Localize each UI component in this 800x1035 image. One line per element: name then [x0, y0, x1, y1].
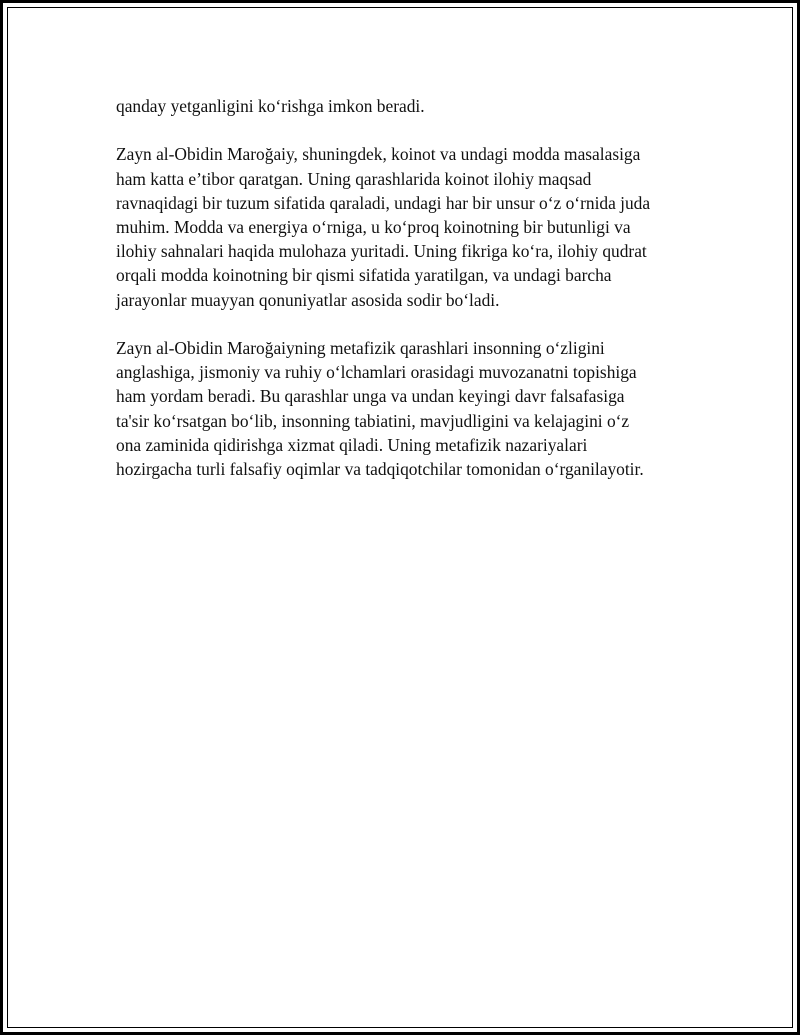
- document-body: [116, 94, 716, 505]
- text-line: jarayonlar muayyan qonuniyatlar asosida sodir bo‘ladi.: [116, 289, 500, 310]
- text-line: ravnaqidagi bir tuzum sifatida qaraladi, undagi har bir unsur o‘z o‘rnida juda: [116, 192, 651, 213]
- paragraph-2: [116, 142, 716, 311]
- paragraph-3: [116, 336, 716, 481]
- text-line: hozirgacha turli falsafiy oqimlar va tadqiqotchilar tomonidan o‘rganilayotir.: [116, 459, 644, 480]
- text-line: ham katta e’tibor qaratgan. Uning qarashlarida koinot ilohiy maqsad: [116, 168, 592, 189]
- text-line: ilohiy sahnalari haqida mulohaza yuritadi. Uning fikriga ko‘ra, ilohiy qudrat: [116, 241, 647, 262]
- text-line: Zayn al-Obidin Maroğaiy, shuningdek, koinot va undagi modda masalasiga: [116, 144, 641, 165]
- paragraph-1: [116, 94, 716, 118]
- text-line: ta'sir ko‘rsatgan bo‘lib, insonning tabiatini, mavjudligini va kelajagini o‘z: [116, 410, 630, 431]
- text-line: orqali modda koinotning bir qismi sifatida yaratilgan, va undagi barcha: [116, 265, 612, 286]
- text-line: ham yordam beradi. Bu qarashlar unga va undan keyingi davr falsafasiga: [116, 386, 625, 407]
- text-line: ona zaminida qidirishga xizmat qiladi. Uning metafizik nazariyalari: [116, 434, 588, 455]
- text-line: qanday yetganligini ko‘rishga imkon beradi.: [116, 96, 425, 116]
- text-line: anglashiga, jismoniy va ruhiy o‘lchamlari orasidagi muvozanatni topishiga: [116, 362, 637, 383]
- text-line: Zayn al-Obidin Maroğaiyning metafizik qarashlari insonning o‘zligini: [116, 338, 605, 358]
- text-line: muhim. Modda va energiya o‘rniga, u ko‘proq koinotning bir butunligi va: [116, 217, 631, 237]
